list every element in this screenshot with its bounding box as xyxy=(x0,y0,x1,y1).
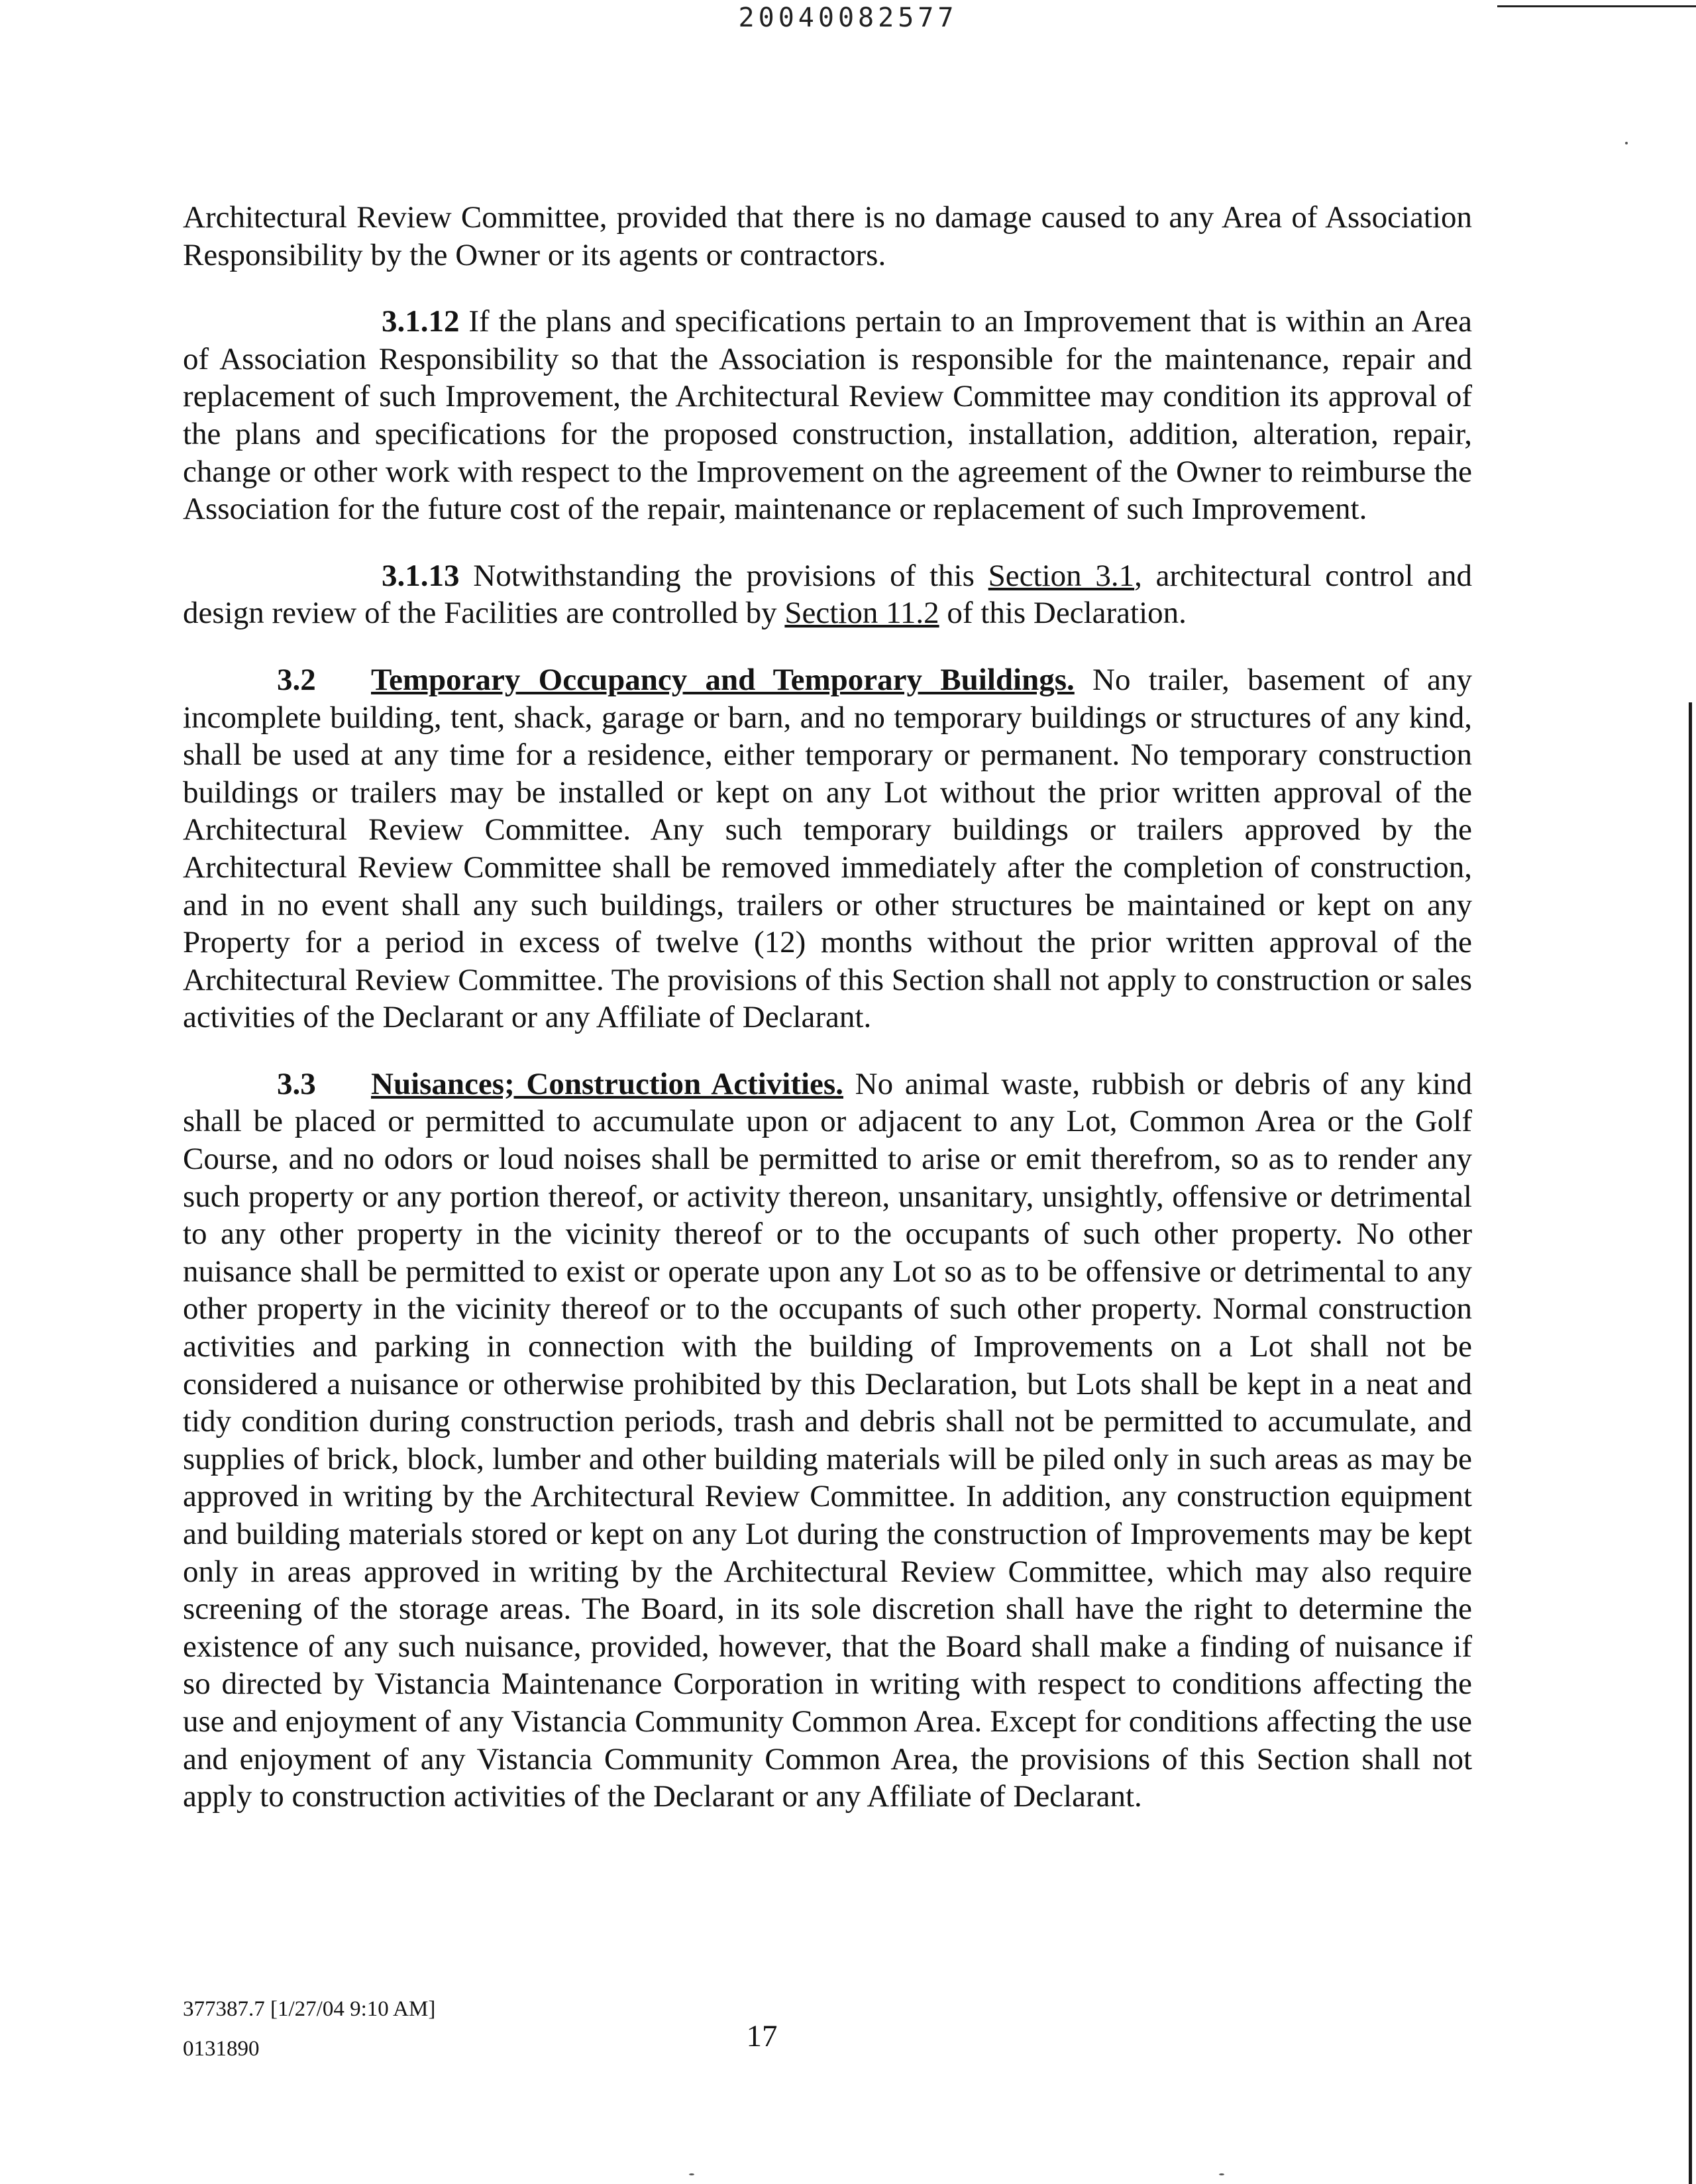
paragraph-text: , architectural control and design review of the Facilities are controlled by xyxy=(183,558,1472,631)
section-number: 3.1.12 xyxy=(382,304,460,339)
document-number: 20040082577 xyxy=(738,3,958,33)
footer-doc-id: 0131890 xyxy=(183,2037,260,2061)
section-heading: Temporary Occupancy and Temporary Buildings. xyxy=(371,662,1075,697)
paragraph-text: Notwithstanding the provisions of this xyxy=(459,558,988,593)
paragraph-3-1-12 xyxy=(183,303,1472,528)
footer-doc-ref: 377387.7 [1/27/04 9:10 AM] xyxy=(183,1997,436,2021)
paragraph-text: No trailer, basement of any incomplete building, tent, shack, garage or barn, and no temporary buildings or structures of any kind, shall be used at any time for a residence, either temporary or permanent. No temporary construction buildings or trailers may be installed or kept on any Lot without the prior written approval of the Architectural Review Committee. Any such temporary buildings or trailers approved by the Architectural Review Committee shall be removed immediately after the completion of construction, and in no event shall any such buildings, trailers or other structures be maintained or kept on any Property for a period in excess of twelve (12) months without the prior written approval of the Architectural Review Committee. The provisions of this Section shall not apply to construction or sales activities of the Declarant or any Affiliate of Declarant. xyxy=(183,662,1472,1035)
scan-speck xyxy=(1219,2173,1224,2175)
paragraph-text: of this Declaration. xyxy=(939,596,1187,631)
paragraph-text: No animal waste, rubbish or debris of any kind shall be placed or permitted to accumulate upon or adjacent to any Lot, Common Area or the Golf Course, and no odors or loud noises shall be permitted to arise or emit therefrom, so as to render any such property or any portion thereof, or activity thereon, unsanitary, unsightly, offensive or detrimental to any other property in the vicinity thereof or to the occupants of such other property. No other nuisance shall be permitted to exist or operate upon any Lot so as to be offensive or detrimental to any other property in the vicinity thereof or to the occupants of such other property. Normal construction activities and parking in connection with the building of Improvements on a Lot shall not be considered a nuisance or otherwise prohibited by this Declaration, but Lots shall be kept in a neat and tidy condition during construction periods, trash and debris shall not be permitted to accumulate, and supplies of brick, block, lumber and other building materials will be piled only in such areas as may be approved in writing by the Architectural Review Committee. In addition, any construction equipment and building materials stored or kept on any Lot during the construction of Improvements may be kept only in areas approved in writing by the Architectural Review Committee, which may also require screening of the storage areas. The Board, in its sole discretion shall have the right to determine the existence of any such nuisance, provided, however, that the Board shall make a finding of nuisance if so directed by Vistancia Maintenance Corporation in writing with respect to conditions affecting the use and enjoyment of any Vistancia Community Common Area. Except for conditions affecting the use and enjoyment of any Vistancia Community Common Area, the provisions of this Section shall not apply to construction activities of the Declarant or any Affiliate of Declarant. xyxy=(183,1066,1472,1814)
footer-metadata xyxy=(183,1989,435,2069)
top-rule xyxy=(1497,5,1696,7)
section-number: 3.3 xyxy=(277,1066,316,1101)
page-number: 17 xyxy=(746,2019,778,2053)
section-reference: Section 11.2 xyxy=(784,596,939,631)
scan-speck xyxy=(689,2173,694,2175)
paragraph-continued: Architectural Review Committee, provided that there is no damage caused to any Area of Association Responsibility by the Owner or its agents or contractors. xyxy=(183,200,1472,272)
section-reference: Section 3.1 xyxy=(988,558,1135,593)
paragraph-text: If the plans and specifications pertain to an Improvement that is within an Area of Association Responsibility so that the Association is responsible for the maintenance, repair and replacement of such Improvement, the Architectural Review Committee may condition its approval of the plans and specifications for the proposed construction, installation, addition, alteration, repair, change or other work with respect to the Improvement on the agreement of the Owner to reimburse the Association for the future cost of the repair, maintenance or replacement of such Improvement. xyxy=(183,304,1472,527)
section-heading: Nuisances; Construction Activities. xyxy=(371,1066,843,1101)
scan-edge-line xyxy=(1689,702,1692,2184)
document-body xyxy=(183,199,1472,1816)
section-number: 3.1.13 xyxy=(382,558,460,593)
scan-speck xyxy=(1625,142,1628,144)
paragraph-3-3 xyxy=(183,1065,1472,1816)
paragraph-3-1-13 xyxy=(183,557,1472,632)
paragraph-3-2 xyxy=(183,661,1472,1036)
section-number: 3.2 xyxy=(277,662,316,697)
